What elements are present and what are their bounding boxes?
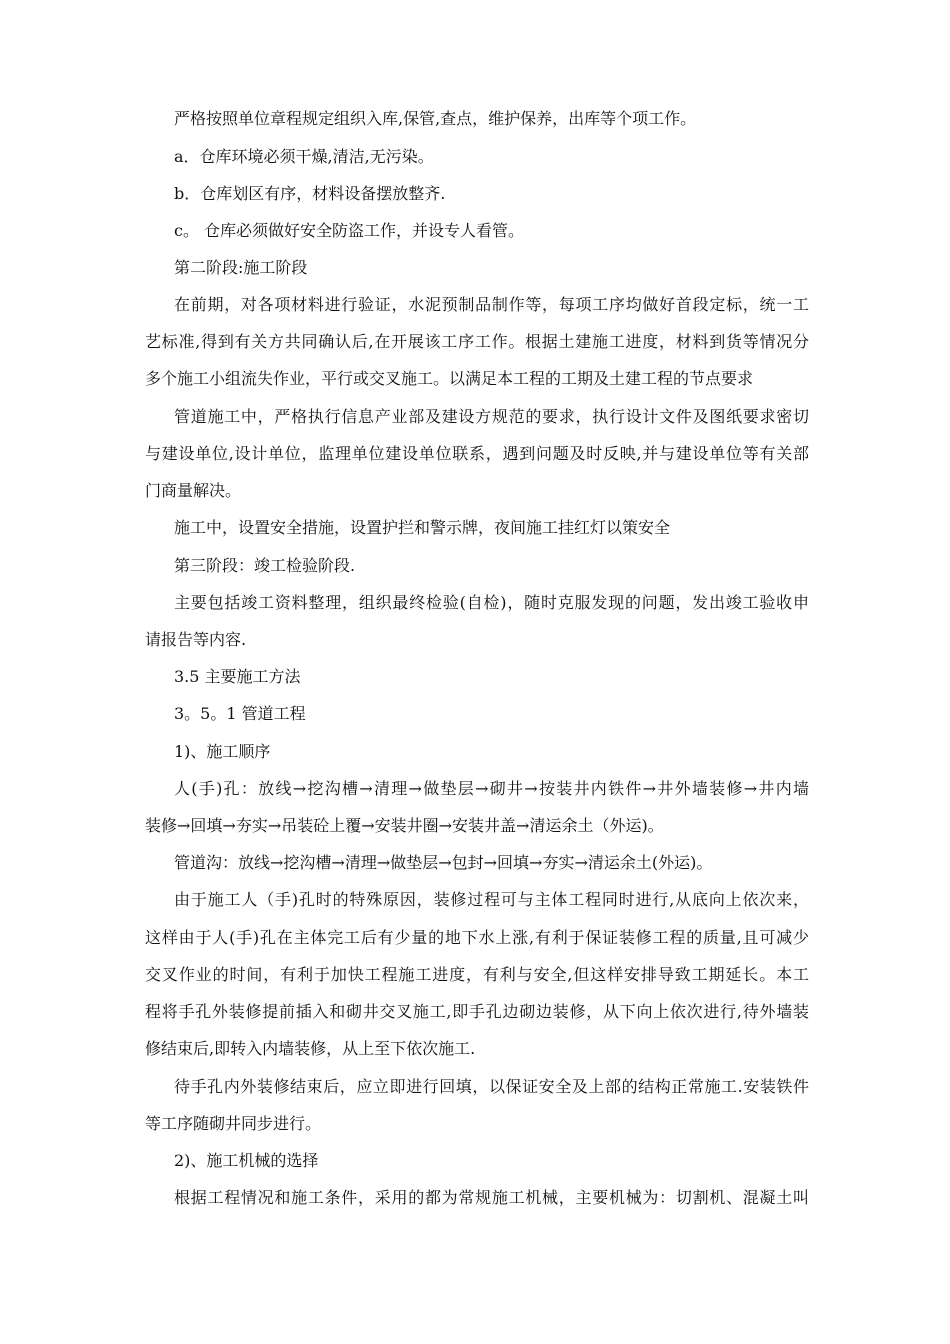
stage-heading: 第三阶段：竣工检验阶段.: [174, 556, 356, 575]
paragraph-line: 交叉作业的时间，有利于加快工程施工进度，有利与安全,但这样安排导致工期延长。本工: [145, 965, 809, 984]
paragraph-line: 与建设单位,设计单位，监理单位建设单位联系，遇到问题及时反映,并与建设单位等有关部: [145, 444, 809, 463]
paragraph-line: 请报告等内容.: [145, 630, 247, 649]
section-heading: 3.5 主要施工方法: [174, 667, 301, 686]
paragraph-line: 管道施工中，严格执行信息产业部及建设方规范的要求，执行设计文件及图纸要求密切: [174, 407, 809, 426]
paragraph-line: 主要包括竣工资料整理，组织最终检验(自检)，随时克服发现的问题，发出竣工验收申: [174, 593, 809, 612]
paragraph-line: 等工序随砌井同步进行。: [145, 1114, 322, 1133]
list-item-c: c。 仓库必须做好安全防盗工作，并设专人看管。: [174, 221, 525, 240]
paragraph-line: 管道沟：放线→挖沟槽→清理→做垫层→包封→回填→夯实→清运余土(外运)。: [174, 853, 713, 872]
list-item-a: a．仓库环境必须干燥,清洁,无污染。: [174, 147, 434, 166]
paragraph-line: 程将手孔外装修提前插入和砌井交叉施工,即手孔边砌边装修，从下向上依次进行,待外墙装: [145, 1002, 809, 1021]
stage-heading: 第二阶段:施工阶段: [174, 258, 308, 277]
paragraph-line: 由于施工人（手)孔时的特殊原因，装修过程可与主体工程同时进行,从底向上依次来，: [174, 890, 809, 909]
list-item-b: b．仓库划区有序，材料设备摆放整齐.: [174, 184, 446, 203]
paragraph-line: 修结束后,即转入内墙装修，从上至下依次施工.: [145, 1039, 476, 1058]
paragraph-line: 待手孔内外装修结束后，应立即进行回填，以保证安全及上部的结构正常施工.安装铁件: [174, 1077, 809, 1096]
item-heading: 1)、施工顺序: [174, 742, 271, 761]
paragraph-line: 根据工程情况和施工条件，采用的都为常规施工机械，主要机械为：切割机、混凝土叫: [174, 1188, 809, 1207]
paragraph-line: 这样由于人(手)孔在主体完工后有少量的地下水上涨,有利于保证装修工程的质量,且可减少: [145, 928, 809, 947]
paragraph-line: 门商量解决。: [145, 481, 242, 500]
paragraph-line: 装修→回填→夯实→吊装砼上覆→安装井圈→安装井盖→清运余土（外运)。: [145, 816, 664, 835]
paragraph-line: 施工中，设置安全措施，设置护拦和警示牌，夜间施工挂红灯以策安全: [174, 518, 671, 537]
subsection-heading: 3。5。1 管道工程: [174, 704, 306, 723]
item-heading: 2)、施工机械的选择: [174, 1151, 319, 1170]
paragraph-line: 多个施工小组流失作业，平行或交叉施工。以满足本工程的工期及土建工程的节点要求: [145, 369, 754, 388]
paragraph-line: 在前期，对各项材料进行验证，水泥预制品制作等，每项工序均做好首段定标，统一工: [174, 295, 809, 314]
paragraph-line: 艺标准,得到有关方共同确认后,在开展该工序工作。根据土建施工进度，材料到货等情况分: [145, 332, 809, 351]
paragraph-line: 严格按照单位章程规定组织入库,保管,查点，维护保养，出库等个项工作。: [174, 109, 697, 128]
paragraph-line: 人(手)孔：放线→挖沟槽→清理→做垫层→砌井→按装井内铁件→井外墙装修→井内墙: [174, 779, 809, 798]
